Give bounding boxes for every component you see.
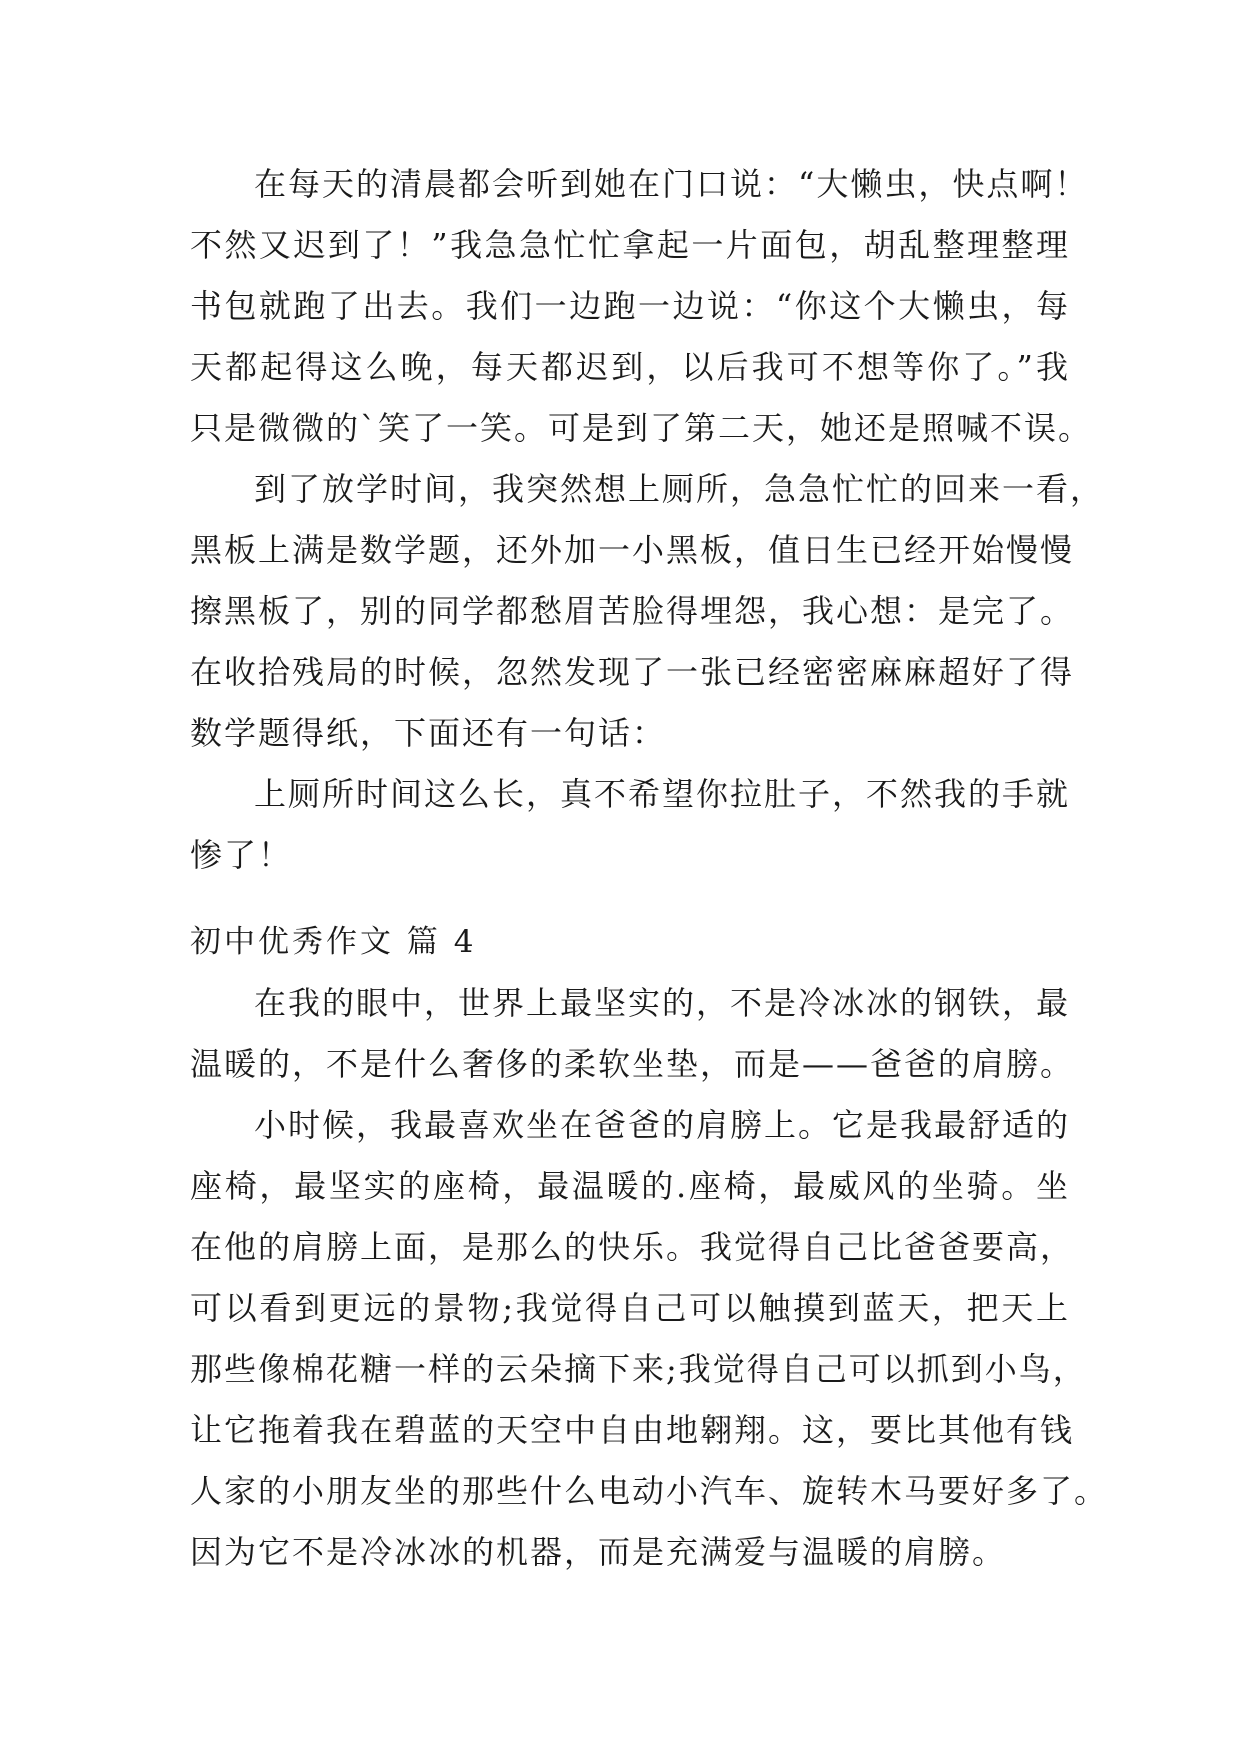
paragraph-line: 因为它不是冷冰冰的机器，而是充满爱与温暖的肩膀。 (190, 1533, 1007, 1571)
paragraph-line: 到了放学时间，我突然想上厕所，急急忙忙的回来一看， (254, 470, 1105, 508)
paragraph-line: 在我的眼中，世界上最坚实的，不是冷冰冰的钢铁，最 (254, 984, 1071, 1022)
text-section-2 (190, 973, 1109, 1583)
paragraph-line: 小时候，我最喜欢坐在爸爸的肩膀上。它是我最舒适的 (254, 1106, 1071, 1144)
paragraph-line: 那些像棉花糖一样的云朵摘下来;我觉得自己可以抓到小鸟， (190, 1350, 1087, 1388)
paragraph-line: 惨了！ (190, 836, 293, 874)
paragraph-line: 上厕所时间这么长，真不希望你拉肚子，不然我的手就 (254, 775, 1071, 813)
paragraph-line: 数学题得纸，下面还有一句话： (190, 714, 667, 752)
paragraph-line: 只是微微的`笑了一笑。可是到了第二天，她还是照喊不误。 (190, 409, 1093, 447)
paragraph-line: 在每天的清晨都会听到她在门口说：“大懒虫，快点啊！ (254, 165, 1089, 203)
paragraph-line: 书包就跑了出去。我们一边跑一边说：“你这个大懒虫，每 (190, 287, 1070, 325)
paragraph-line: 可以看到更远的景物;我觉得自己可以触摸到蓝天，把天上 (190, 1289, 1070, 1327)
paragraph-line: 不然又迟到了！”我急急忙忙拿起一片面包，胡乱整理整理 (190, 226, 1070, 264)
paragraph-line: 擦黑板了，别的同学都愁眉苦脸得埋怨，我心想：是完了。 (190, 592, 1075, 630)
paragraph-line: 人家的小朋友坐的那些什么电动小汽车、旋转木马要好多了。 (190, 1472, 1109, 1510)
paragraph-line: 天都起得这么晚，每天都迟到，以后我可不想等你了。”我 (190, 348, 1070, 386)
paragraph-line: 黑板上满是数学题，还外加一小黑板，值日生已经开始慢慢 (190, 531, 1075, 569)
section-title: 初中优秀作文 篇 4 (190, 924, 477, 960)
paragraph-line: 温暖的，不是什么奢侈的柔软坐垫，而是——爸爸的肩膀。 (190, 1045, 1075, 1083)
paragraph-line: 座椅，最坚实的座椅，最温暖的.座椅，最威风的坐骑。坐 (190, 1167, 1070, 1205)
text-section-1 (190, 154, 1105, 886)
paragraph-line: 在收拾残局的时候，忽然发现了一张已经密密麻麻超好了得 (190, 653, 1075, 691)
paragraph-line: 让它拖着我在碧蓝的天空中自由地翱翔。这，要比其他有钱 (190, 1411, 1075, 1449)
paragraph-line: 在他的肩膀上面，是那么的快乐。我觉得自己比爸爸要高， (190, 1228, 1075, 1266)
